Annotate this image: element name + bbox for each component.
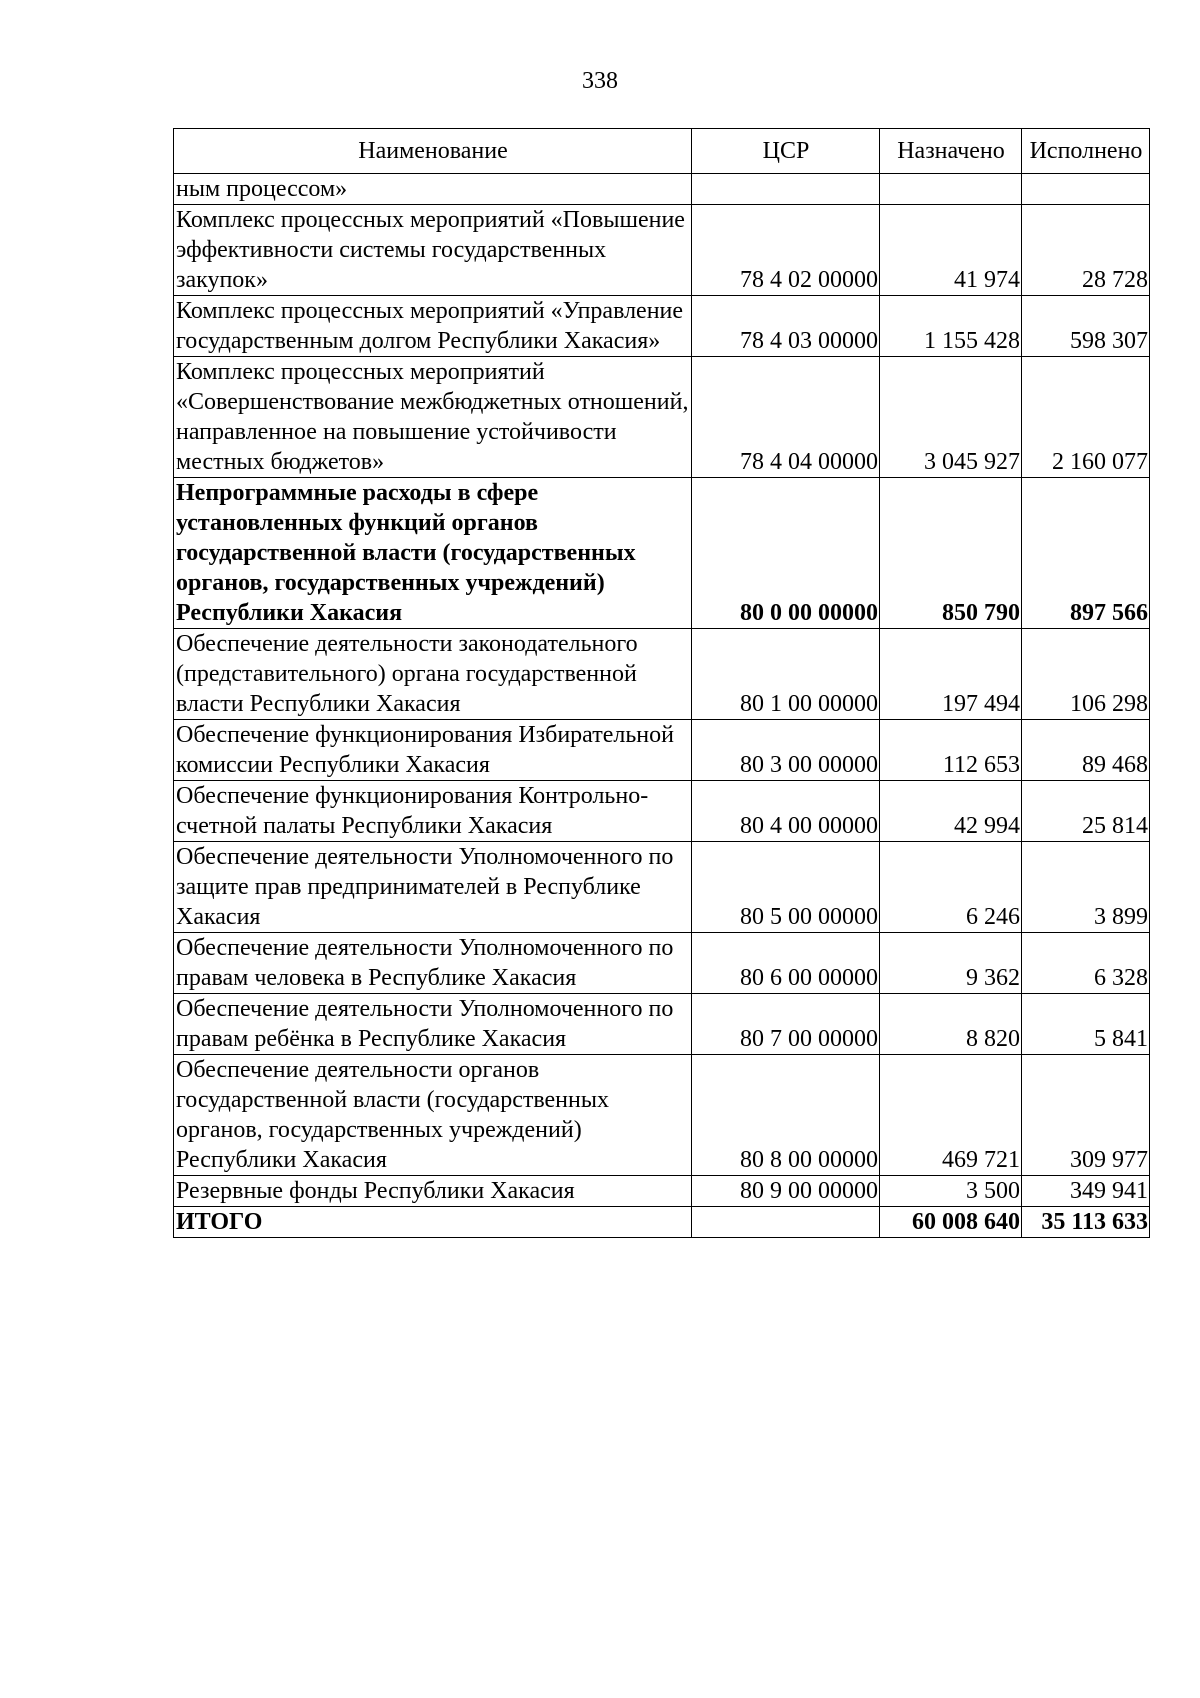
total-row	[174, 1207, 1150, 1238]
cell-plan: 850 790	[880, 478, 1022, 629]
cell-name: Обеспечение деятельности органов государственной власти (государственных органов, государственных учреждений) Республики Хакасия	[174, 1055, 692, 1176]
header-plan: Назначено	[880, 129, 1022, 174]
cell-csr	[692, 1207, 880, 1238]
cell-plan: 42 994	[880, 781, 1022, 842]
cell-name: Обеспечение функционирования Избирательной комиссии Республики Хакасия	[174, 720, 692, 781]
cell-plan: 8 820	[880, 994, 1022, 1055]
budget-table	[173, 128, 1150, 1238]
cell-csr: 80 3 00 00000	[692, 720, 880, 781]
cell-csr: 78 4 02 00000	[692, 205, 880, 296]
cell-done: 28 728	[1022, 205, 1150, 296]
table-row	[174, 933, 1150, 994]
table-row	[174, 994, 1150, 1055]
cell-done: 3 899	[1022, 842, 1150, 933]
cell-done: 25 814	[1022, 781, 1150, 842]
cell-done: 35 113 633	[1022, 1207, 1150, 1238]
cell-plan: 112 653	[880, 720, 1022, 781]
cell-done: 5 841	[1022, 994, 1150, 1055]
cell-done: 598 307	[1022, 296, 1150, 357]
cell-csr	[692, 174, 880, 205]
table-row	[174, 720, 1150, 781]
cell-done	[1022, 174, 1150, 205]
table-row	[174, 1055, 1150, 1176]
cell-csr: 78 4 03 00000	[692, 296, 880, 357]
cell-name: Обеспечение деятельности Уполномоченного по правам ребёнка в Республике Хакасия	[174, 994, 692, 1055]
cell-plan: 60 008 640	[880, 1207, 1022, 1238]
cell-name: Обеспечение деятельности Уполномоченного по правам человека в Республике Хакасия	[174, 933, 692, 994]
table-header-row	[174, 129, 1150, 174]
table-row	[174, 205, 1150, 296]
table-row	[174, 478, 1150, 629]
cell-name: Обеспечение функционирования Контрольно-счетной палаты Республики Хакасия	[174, 781, 692, 842]
cell-csr: 78 4 04 00000	[692, 357, 880, 478]
cell-done: 897 566	[1022, 478, 1150, 629]
cell-done: 2 160 077	[1022, 357, 1150, 478]
table-row	[174, 629, 1150, 720]
cell-plan: 6 246	[880, 842, 1022, 933]
cell-name: Резервные фонды Республики Хакасия	[174, 1176, 692, 1207]
cell-plan: 1 155 428	[880, 296, 1022, 357]
table-row	[174, 357, 1150, 478]
cell-name: Обеспечение деятельности законодательного (представительного) органа государственной власти Республики Хакасия	[174, 629, 692, 720]
cell-csr: 80 6 00 00000	[692, 933, 880, 994]
cell-plan: 3 500	[880, 1176, 1022, 1207]
table-row	[174, 1176, 1150, 1207]
header-csr: ЦСР	[692, 129, 880, 174]
cell-csr: 80 5 00 00000	[692, 842, 880, 933]
table-row	[174, 174, 1150, 205]
page-number: 338	[582, 68, 618, 94]
header-done: Исполнено	[1022, 129, 1150, 174]
cell-csr: 80 4 00 00000	[692, 781, 880, 842]
cell-csr: 80 8 00 00000	[692, 1055, 880, 1176]
table-row	[174, 781, 1150, 842]
cell-name: Обеспечение деятельности Уполномоченного по защите прав предпринимателей в Республике Хакасия	[174, 842, 692, 933]
cell-csr: 80 0 00 00000	[692, 478, 880, 629]
cell-done: 309 977	[1022, 1055, 1150, 1176]
table-row	[174, 296, 1150, 357]
cell-done: 106 298	[1022, 629, 1150, 720]
cell-plan: 41 974	[880, 205, 1022, 296]
cell-done: 349 941	[1022, 1176, 1150, 1207]
cell-name: Комплекс процессных мероприятий «Совершенствование межбюджетных отношений, направленное на повышение устойчивости местных бюджетов»	[174, 357, 692, 478]
cell-plan: 469 721	[880, 1055, 1022, 1176]
cell-name: ИТОГО	[174, 1207, 692, 1238]
cell-name: Непрограммные расходы в сфере установленных функций органов государственной власти (государственных органов, государственных учреждений) Республики Хакасия	[174, 478, 692, 629]
header-name: Наименование	[174, 129, 692, 174]
cell-plan	[880, 174, 1022, 205]
cell-name: Комплекс процессных мероприятий «Управление государственным долгом Республики Хакасия»	[174, 296, 692, 357]
cell-name: Комплекс процессных мероприятий «Повышение эффективности системы государственных закупок»	[174, 205, 692, 296]
cell-plan: 9 362	[880, 933, 1022, 994]
cell-csr: 80 9 00 00000	[692, 1176, 880, 1207]
cell-csr: 80 1 00 00000	[692, 629, 880, 720]
cell-done: 6 328	[1022, 933, 1150, 994]
cell-plan: 197 494	[880, 629, 1022, 720]
cell-done: 89 468	[1022, 720, 1150, 781]
table-row	[174, 842, 1150, 933]
cell-name: ным процессом»	[174, 174, 692, 205]
cell-plan: 3 045 927	[880, 357, 1022, 478]
cell-csr: 80 7 00 00000	[692, 994, 880, 1055]
table-body	[174, 174, 1150, 1238]
